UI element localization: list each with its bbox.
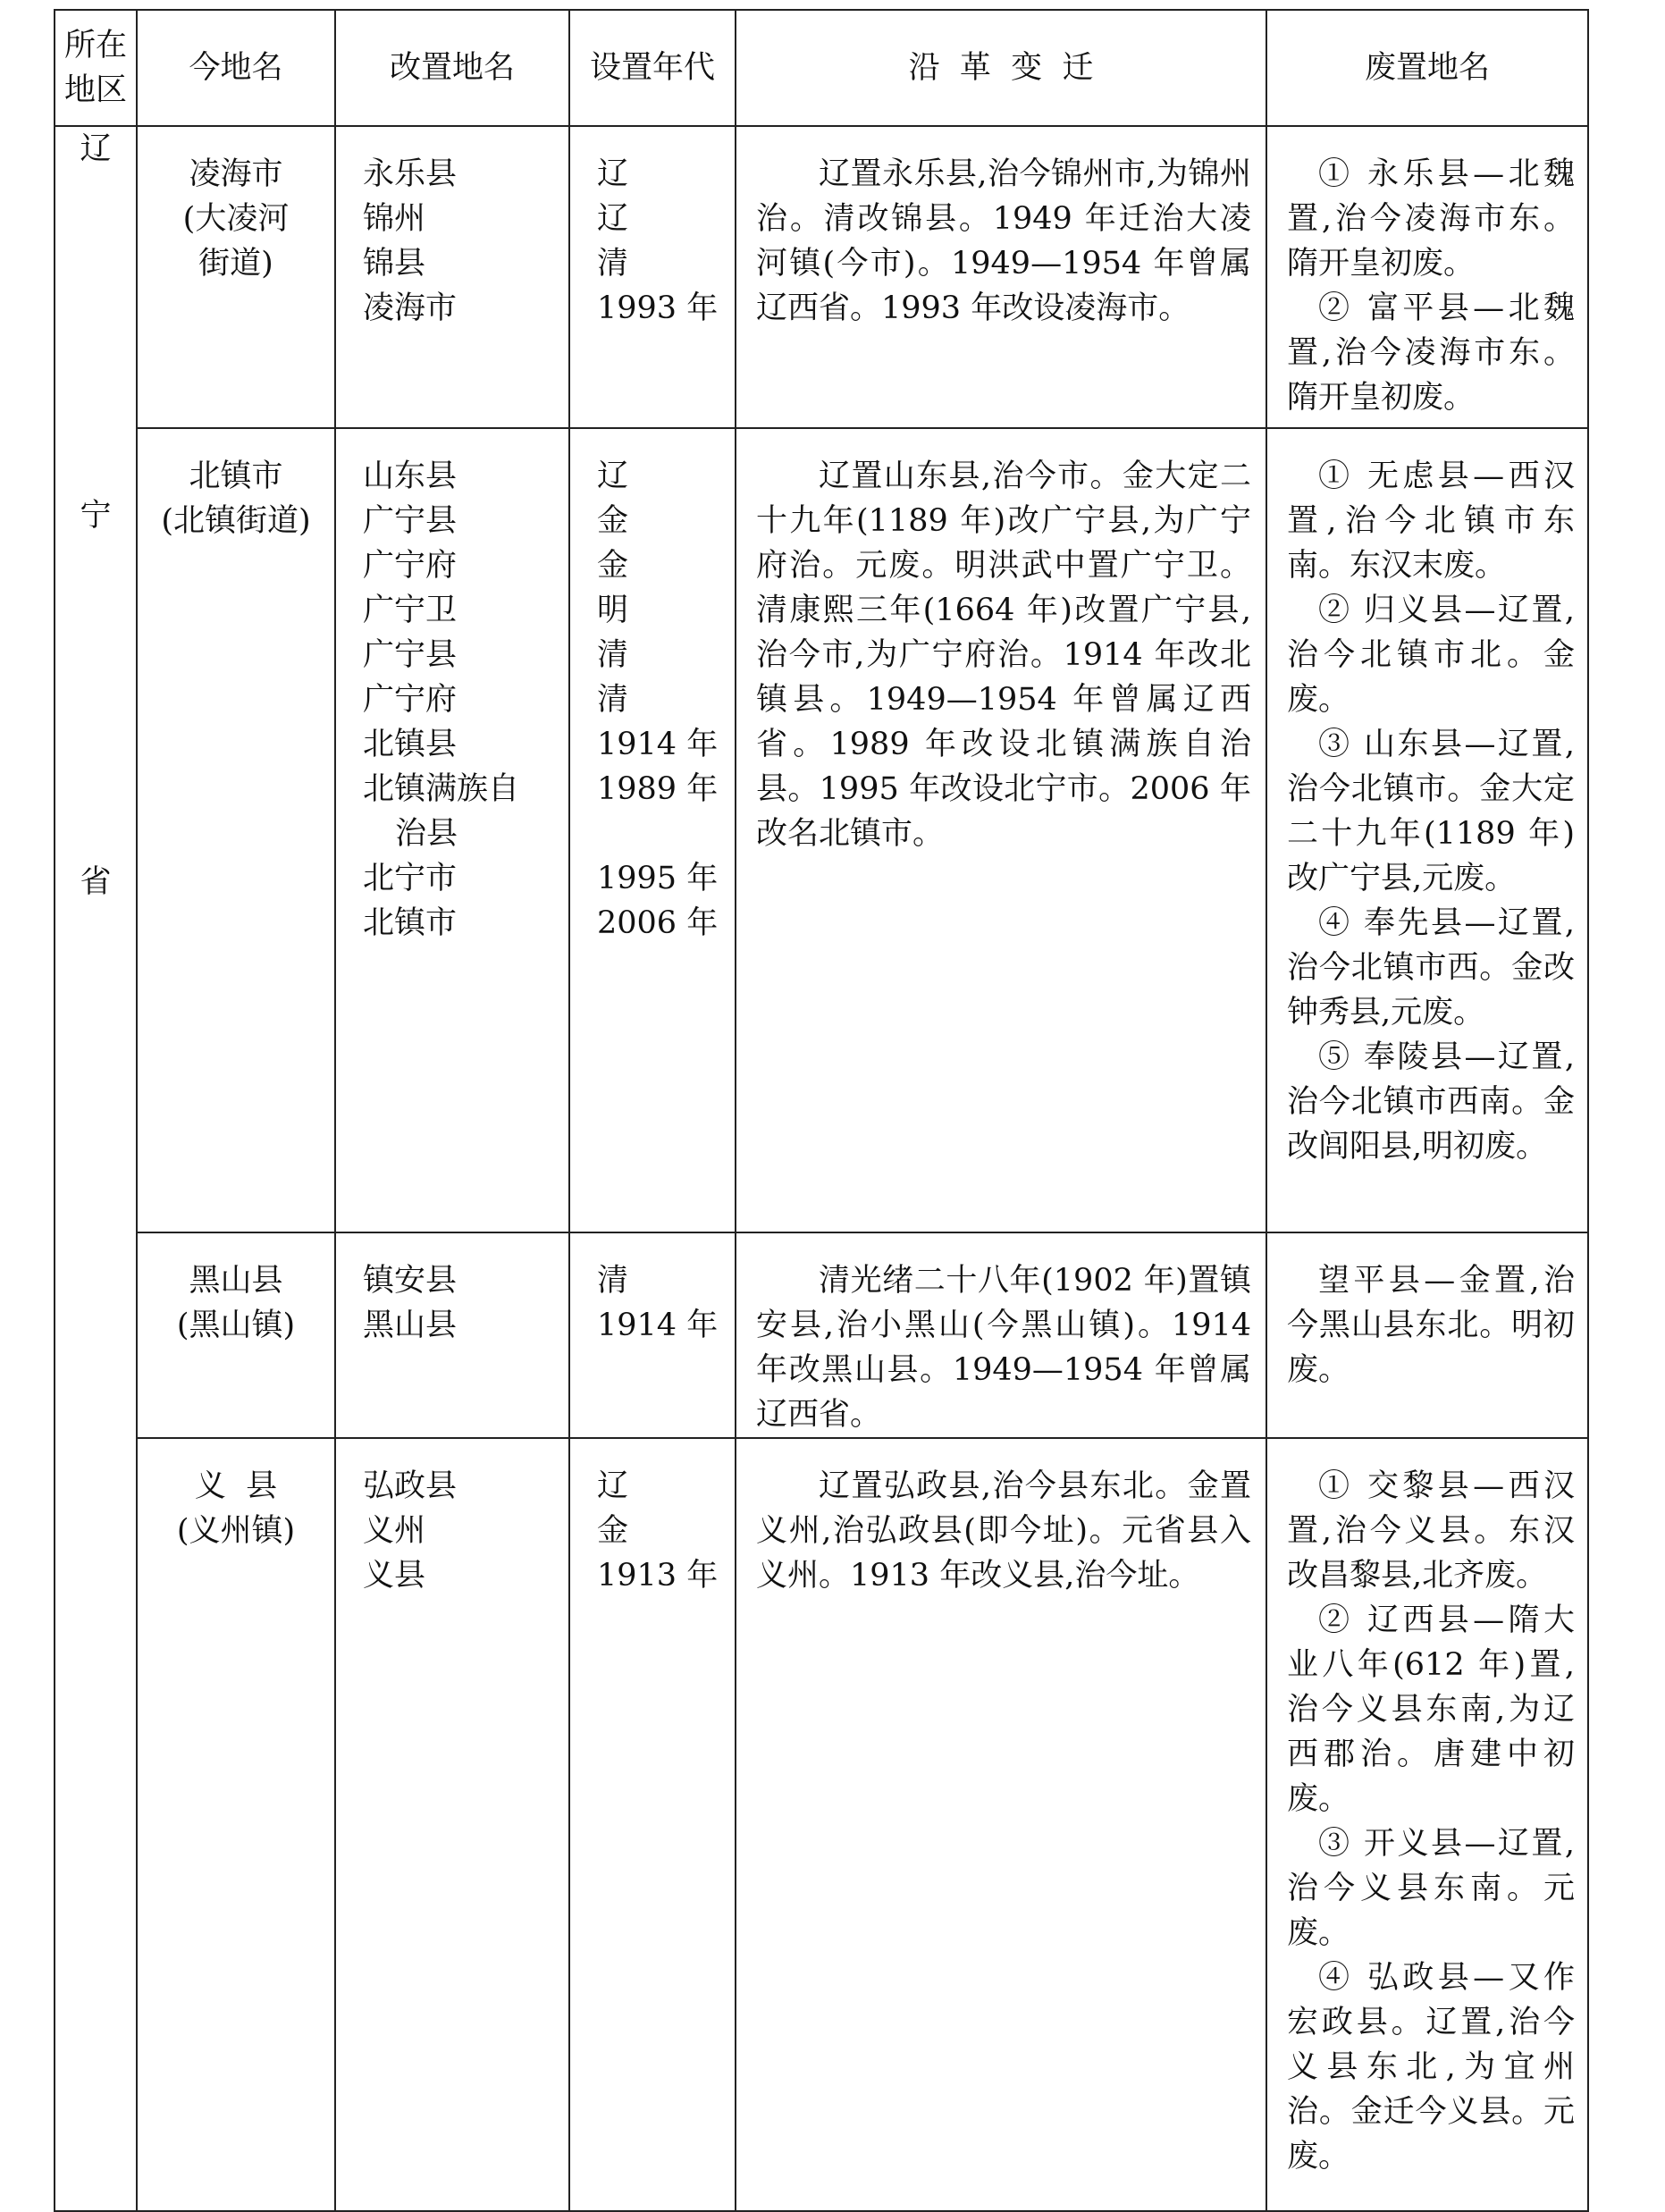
abolished-item: ① 无虑县—西汉置,治今北镇市东南。东汉末废。 bbox=[1287, 458, 1575, 584]
region-cell bbox=[55, 126, 137, 2211]
abolished-item: ③ 开义县—辽置,治今义县东南。元废。 bbox=[1287, 1826, 1575, 1951]
renamed-item: 义县 bbox=[363, 1558, 426, 1594]
table-row bbox=[55, 428, 1588, 1232]
abolished-cell bbox=[1266, 1438, 1588, 2211]
region-char: 辽 bbox=[80, 131, 112, 167]
table-row bbox=[55, 126, 1588, 428]
era-item: 1989 年 bbox=[597, 771, 719, 807]
current-name-cell bbox=[137, 126, 335, 428]
abolished-item: ② 辽西县—隋大业八年(612 年)置,治今义县东南,为辽西郡治。唐建中初废。 bbox=[1287, 1602, 1575, 1817]
era-item: 1914 年 bbox=[597, 727, 719, 762]
era-item: 清 bbox=[597, 682, 629, 718]
history-cell bbox=[736, 1438, 1266, 2211]
era-item: 辽 bbox=[597, 1468, 629, 1504]
renamed-cell bbox=[335, 1232, 569, 1438]
era-cell bbox=[569, 1438, 736, 2211]
header-region bbox=[55, 10, 137, 126]
history-cell bbox=[736, 126, 1266, 428]
renamed-item: 镇安县 bbox=[363, 1263, 458, 1299]
region-char: 省 bbox=[80, 864, 112, 900]
renamed-item: 锦县 bbox=[363, 246, 426, 282]
renamed-item: 北镇满族自 bbox=[363, 771, 520, 807]
history-text: 清光绪二十八年(1902 年)置镇安县,治小黑山(今黑山镇)。1914 年改黑山县。1949—1954 年曾属辽西省。 bbox=[756, 1263, 1251, 1433]
era-item: 1913 年 bbox=[597, 1558, 719, 1594]
renamed-item: 北镇市 bbox=[363, 905, 458, 941]
era-item: 1995 年 bbox=[597, 861, 719, 896]
abolished-item: ① 交黎县—西汉置,治今义县。东汉改昌黎县,北齐废。 bbox=[1287, 1468, 1575, 1594]
abolished-cell bbox=[1266, 126, 1588, 428]
abolished-cell bbox=[1266, 1232, 1588, 1438]
abolished-item: ② 富平县—北魏置,治今凌海市东。隋开皇初废。 bbox=[1287, 290, 1575, 416]
renamed-cell bbox=[335, 1438, 569, 2211]
renamed-item: 治县 bbox=[395, 816, 458, 852]
header-renamed: 改置地名 bbox=[335, 10, 569, 126]
abolished-item: ① 永乐县—北魏置,治今凌海市东。隋开皇初废。 bbox=[1287, 156, 1575, 282]
table-row bbox=[55, 1438, 1588, 2211]
renamed-item: 永乐县 bbox=[363, 156, 458, 192]
history-text: 辽置永乐县,治今锦州市,为锦州治。清改锦县。1949 年迁治大凌河镇(今市)。1949—1954 年曾属辽西省。1993 年改设凌海市。 bbox=[756, 156, 1251, 326]
era-item: 2006 年 bbox=[597, 905, 719, 941]
history-cell bbox=[736, 428, 1266, 1232]
renamed-item: 广宁卫 bbox=[363, 593, 458, 628]
current-name: 北镇市 bbox=[189, 458, 283, 494]
header-region-line1: 所在 bbox=[63, 28, 127, 63]
renamed-item: 凌海市 bbox=[363, 290, 458, 326]
abolished-cell bbox=[1266, 428, 1588, 1232]
table-row bbox=[55, 1232, 1588, 1438]
header-region-line2: 地区 bbox=[63, 72, 127, 108]
abolished-item: ④ 奉先县—辽置,治今北镇市西。金改钟秀县,元废。 bbox=[1287, 905, 1575, 1030]
history-text: 辽置山东县,治今市。金大定二十九年(1189 年)改广宁县,为广宁府治。元废。明洪武中置广宁卫。清康熙三年(1664 年)改置广宁县,治今市,为广宁府治。1914 年改北镇县。1949—1954 年曾属辽西省。1989 年改设北镇满族自治县。1995 年改设北宁市。2006 年改名北镇市。 bbox=[756, 458, 1251, 852]
era-cell bbox=[569, 126, 736, 428]
era-cell bbox=[569, 1232, 736, 1438]
renamed-item: 山东县 bbox=[363, 458, 458, 494]
era-item: 金 bbox=[597, 548, 629, 584]
era-item: 辽 bbox=[597, 201, 629, 237]
renamed-item: 广宁县 bbox=[363, 637, 458, 673]
current-name: 凌海市 bbox=[189, 156, 283, 192]
gazetteer-table bbox=[54, 9, 1589, 2212]
era-cell bbox=[569, 428, 736, 1232]
current-name-sub: (义州镇) bbox=[176, 1513, 296, 1549]
current-name: 黑山县 bbox=[189, 1263, 283, 1299]
history-cell bbox=[736, 1232, 1266, 1438]
current-name-sub: (黑山镇) bbox=[176, 1308, 296, 1343]
header-row bbox=[55, 10, 1588, 126]
current-name: 义 县 bbox=[194, 1468, 278, 1504]
era-item: 清 bbox=[597, 1263, 629, 1299]
era-item: 辽 bbox=[597, 458, 629, 494]
current-name-cell bbox=[137, 1232, 335, 1438]
current-name-cell bbox=[137, 428, 335, 1232]
abolished-item: ② 归义县—辽置,治今北镇市北。金废。 bbox=[1287, 593, 1575, 718]
current-name-cell bbox=[137, 1438, 335, 2211]
current-name-sub: (北镇街道) bbox=[161, 503, 311, 539]
region-char: 宁 bbox=[80, 498, 112, 534]
renamed-item: 锦州 bbox=[363, 201, 426, 237]
era-item: 明 bbox=[597, 593, 629, 628]
renamed-cell bbox=[335, 428, 569, 1232]
region-label bbox=[55, 127, 136, 904]
era-item: 清 bbox=[597, 637, 629, 673]
era-item: 清 bbox=[597, 246, 629, 282]
abolished-item: ③ 山东县—辽置,治今北镇市。金大定二十九年(1189 年)改广宁县,元废。 bbox=[1287, 727, 1575, 896]
abolished-item: ④ 弘政县—又作宏政县。辽置,治今义县东北,为宜州治。金迁今义县。元废。 bbox=[1287, 1960, 1575, 2174]
renamed-cell bbox=[335, 126, 569, 428]
abolished-item: 望平县—金置,治今黑山县东北。明初废。 bbox=[1287, 1263, 1575, 1388]
era-item: 1914 年 bbox=[597, 1308, 719, 1343]
renamed-item: 广宁府 bbox=[363, 548, 458, 584]
renamed-item: 义州 bbox=[363, 1513, 426, 1549]
header-abolished: 废置地名 bbox=[1266, 10, 1588, 126]
header-era: 设置年代 bbox=[569, 10, 736, 126]
era-item: 金 bbox=[597, 1513, 629, 1549]
era-item bbox=[597, 812, 726, 856]
renamed-item: 黑山县 bbox=[363, 1308, 458, 1343]
renamed-item: 广宁府 bbox=[363, 682, 458, 718]
era-item: 1993 年 bbox=[597, 290, 719, 326]
renamed-item: 广宁县 bbox=[363, 503, 458, 539]
era-item: 辽 bbox=[597, 156, 629, 192]
current-name-sub: (大凌河 街道) bbox=[182, 201, 290, 282]
renamed-item: 北镇县 bbox=[363, 727, 458, 762]
renamed-item: 弘政县 bbox=[363, 1468, 458, 1504]
history-text: 辽置弘政县,治今县东北。金置义州,治弘政县(即今址)。元省县入义州。1913 年改义县,治今址。 bbox=[756, 1468, 1251, 1594]
abolished-item: ⑤ 奉陵县—辽置,治今北镇市西南。金改闾阳县,明初废。 bbox=[1287, 1039, 1575, 1165]
header-history: 沿 革 变 迁 bbox=[736, 10, 1266, 126]
renamed-item: 北宁市 bbox=[363, 861, 458, 896]
era-item: 金 bbox=[597, 503, 629, 539]
header-current-name: 今地名 bbox=[137, 10, 335, 126]
